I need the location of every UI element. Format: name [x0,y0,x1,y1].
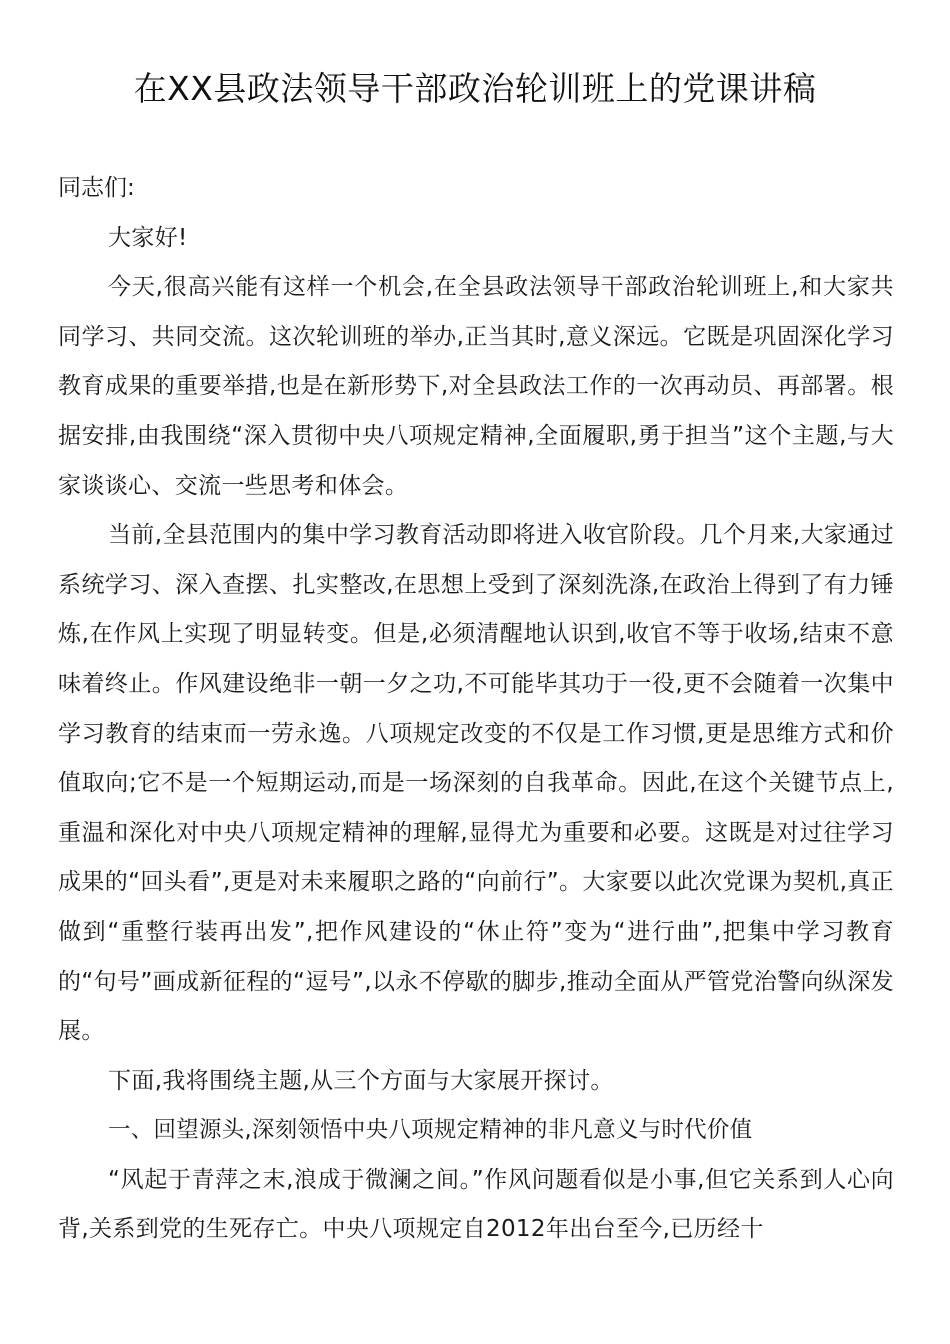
salutation: 同志们: [58,175,135,201]
paragraph-intro: 今天,很高兴能有这样一个机会,在全县政法领导干部政治轮训班上,和大家共同学习、共同交流。这次轮训班的举办,正当其时,意义深远。它既是巩固深化学习教育成果的重要举措,也是在新形势下,对全县政法工作的一次再动员、再部署。根据安排,由我围绕“深入贯彻中央八项规定精神,全面履职,勇于担当”这个主题,与大家谈谈心、交流一些思考和体会。 [58,274,894,499]
document-title: 在XX县政法领导干部政治轮训班上的党课讲稿 [133,69,817,108]
greeting: 大家好! [108,224,188,251]
paragraph-outline: 下面,我将围绕主题,从三个方面与大家展开探讨。 [108,1067,614,1094]
paragraph-context: 当前,全县范围内的集中学习教育活动即将进入收官阶段。几个月来,大家通过系统学习、深入查摆、扎实整改,在思想上受到了深刻洗涤,在政治上得到了有力锤炼,在作风上实现了明显转变。但是,必须清醒地认识到,收官不等于收场,结束不意味着终止。作风建设绝非一朝一夕之功,不可能毕其功于一役,更不会随着一次集中学习教育的结束而一劳永逸。八项规定改变的不仅是工作习惯,更是思维方式和价值取向;它不是一个短期运动,而是一场深刻的自我革命。因此,在这个关键节点上,重温和深化对中央八项规定精神的理解,显得尤为重要和必要。这既是对过往学习成果的“回头看”,更是对未来履职之路的“向前行”。大家要以此次党课为契机,真正做到“重整行装再出发”,把作风建设的“休止符”变为“进行曲”,把集中学习教育的“句号”画成新征程的“逗号”,以永不停歇的脚步,推动全面从严管党治警向纵深发展。 [58,522,894,1045]
paragraph-section-one: “风起于青萍之末,浪成于微澜之间。”作风问题看似是小事,但它关系到人心向背,关系到党的生死存亡。中央八项规定自2012年出台至今,已历经十 [58,1166,894,1243]
document-body [58,164,894,1255]
section-heading: 一、回望源头,深刻领悟中央八项规定精神的非凡意义与时代价值 [108,1117,753,1144]
